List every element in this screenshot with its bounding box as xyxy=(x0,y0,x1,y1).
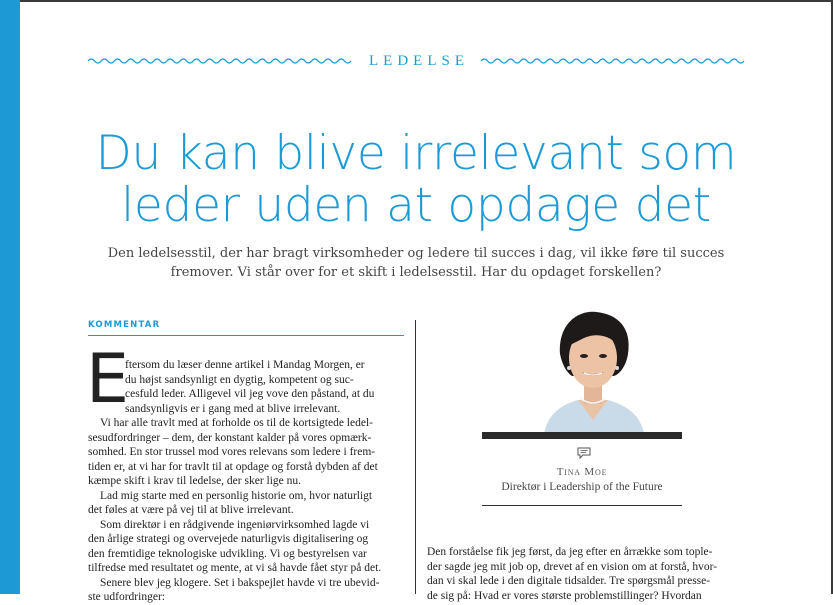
body-line: sandsynligvis er i gang med at blive irrelevant. xyxy=(125,402,341,415)
lead-line-2: fremover. Vi står over for et skift i ledelsesstil. Har du opdaget forskellen? xyxy=(170,265,662,280)
accent-spine xyxy=(0,0,20,594)
author-name: Tina Moe xyxy=(556,466,608,478)
body-line: det føles at være på vej til at blive irrelevant. xyxy=(88,504,294,516)
lead-line-1: Den ledelsesstil, der har bragt virksomheder og ledere til succes i dag, vil ikke føre til succes xyxy=(107,246,725,261)
body-line: kæmpe skift i krav til ledelse, der sker lige nu. xyxy=(88,475,302,487)
body-column-left xyxy=(88,358,404,605)
body-line: de sig på: Hvad er vores største problemstillinger? Hvordan xyxy=(427,589,702,602)
article-headline xyxy=(60,128,772,232)
body-line: ste udfordringer: xyxy=(88,591,165,603)
speech-bubble-icon xyxy=(576,446,592,460)
body-line: dan vi skal lede i den digitale tidsalder. Tre spørgsmål presse- xyxy=(427,575,711,587)
body-line: cesfuld leder. Alligevel vil jeg vove den påstand, at du xyxy=(125,388,375,400)
page-border-top xyxy=(0,0,833,2)
body-line: der sagde jeg mit job op, drevet af en vision om at forstå, hvor- xyxy=(427,560,718,573)
kicker-row xyxy=(88,50,744,72)
headline-line-2: leder uden at opdage det xyxy=(121,178,711,233)
author-portrait xyxy=(540,308,646,434)
body-line: sesudfordringer – dem, der konstant kalder på vores opmærk- xyxy=(88,431,372,444)
body-line: Som direktør i en rådgivende ingeniørvirksomhed lagde vi xyxy=(100,518,370,531)
wave-divider-left xyxy=(88,56,351,66)
author-rule xyxy=(482,505,682,506)
body-line: somhed. En stor trussel mod vores relevans som ledere i frem- xyxy=(88,446,376,458)
body-line: den årlige strategi og overvejede naturligvis digitalisering og xyxy=(88,533,369,545)
body-line: den fremtidige teknologiske udvikling. Vi og bestyrelsen var xyxy=(88,547,367,560)
body-line: tilfredse med resultatet og mente, at vi så havde fået styr på det. xyxy=(88,562,382,574)
section-label: KOMMENTAR xyxy=(88,320,161,330)
body-line: ftersom du læser denne artikel i Mandag Morgen, er xyxy=(125,359,365,371)
headline-line-1: Du kan blive irrelevant som xyxy=(95,126,737,181)
body-line: Vi har alle travlt med at forholde os til de kortsigtede ledel- xyxy=(100,417,373,429)
body-line: Senere blev jeg klogere. Set i bakspejlet havde vi tre ubevid- xyxy=(100,576,380,589)
section-rule xyxy=(88,335,404,336)
section-kicker: LEDELSE xyxy=(369,52,469,69)
author-title: Direktør i Leadership of the Future xyxy=(501,481,663,493)
drop-cap: E xyxy=(86,340,129,419)
body-line: tiden er, at vi har for travlt til at opdage og forstå dybden af det xyxy=(88,460,378,473)
column-divider xyxy=(415,320,416,594)
body-line: Den forståelse fik jeg først, da jeg efter en årrække som tople- xyxy=(427,546,713,558)
body-line: Lad mig starte med en personlig historie om, hvor naturligt xyxy=(100,489,373,502)
wave-divider-right xyxy=(481,56,744,66)
body-column-right xyxy=(427,545,747,603)
portrait-caption-bar xyxy=(482,432,682,439)
article-lead xyxy=(88,244,744,282)
body-line: du højst sandsynligt en dygtig, kompetent og suc- xyxy=(125,373,354,386)
